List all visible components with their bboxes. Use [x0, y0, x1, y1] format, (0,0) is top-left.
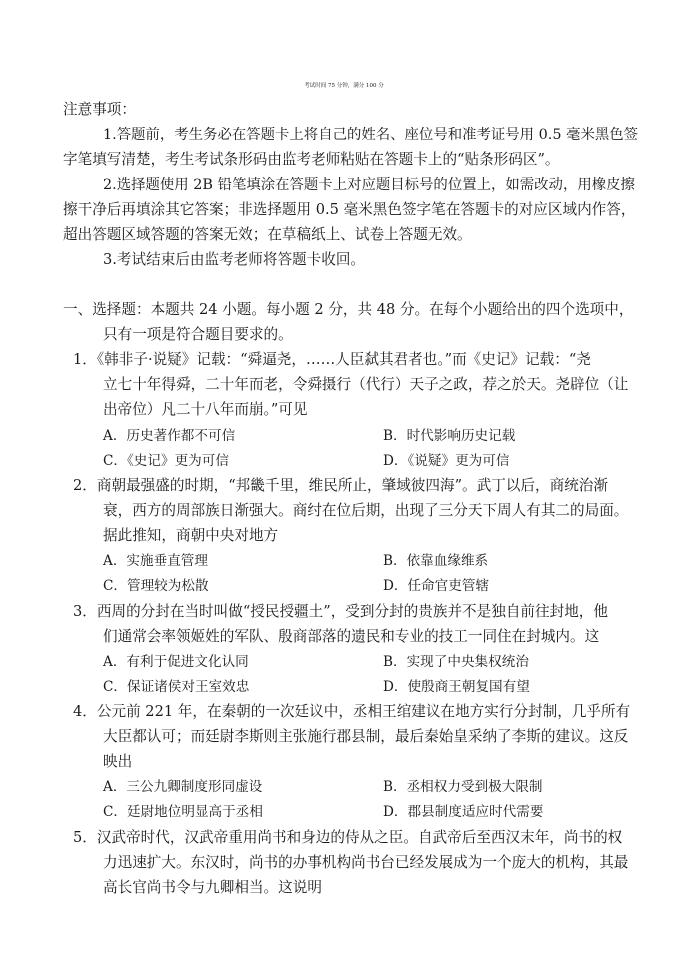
question-4-stem: 大臣都认可；而廷尉李斯则主张施行郡县制，最后秦始皇采纳了李斯的建议。这反 — [103, 728, 629, 745]
question-2-option-c[interactable]: C．管理较为松散 — [103, 578, 209, 594]
question-2-stem: 2．商朝最强盛的时期，“邦畿千里，维民所止，肇域彼四海”。武丁以后，商统治渐 — [73, 477, 608, 494]
notice-item-1-cont: 字笔填写清楚，考生考试条形码由监考老师粘贴在答题卡上的“贴条形码区”。 — [63, 151, 560, 168]
notice-item-2: 2.选择题使用 2B 铅笔填涂在答题卡上对应题目标号的位置上，如需改动，用橡皮擦 — [103, 177, 635, 193]
question-2-option-a[interactable]: A．实施垂直管理 — [103, 553, 208, 569]
question-4-stem: 映出 — [103, 753, 133, 770]
question-5-stem: 高长官尚书令与九卿相当。这说明 — [103, 879, 322, 896]
exam-info: 考试时间 75 分钟，满分 100 分 — [304, 83, 384, 89]
question-3-option-a[interactable]: A．有利于促进文化认同 — [103, 654, 249, 670]
question-1-stem: 1．《韩非子·说疑》记载：“舜逼尧，……人臣弑其君者也。”而《史记》记载：“尧 — [73, 351, 591, 368]
question-3-option-d[interactable]: D．使殷商王朝复国有望 — [383, 679, 530, 695]
question-3-option-c[interactable]: C．保证诸侯对王室效忠 — [103, 679, 250, 695]
question-1-option-d[interactable]: D．《说疑》更为可信 — [383, 453, 510, 469]
question-3-stem: 们通常会率领姬姓的军队、殷商部落的遗民和专业的技工一同住在封城内。这 — [103, 628, 600, 645]
question-2-stem: 据此推知，商朝中央对地方 — [103, 527, 279, 544]
notice-item-3: 3.考试结束后由监考老师将答题卡收回。 — [103, 251, 366, 268]
question-4-option-b[interactable]: B．丞相权力受到极大限制 — [383, 779, 543, 795]
question-4-stem: 4．公元前 221 年，在秦朝的一次廷议中，丞相王绾建议在地方实行分封制，几乎所有 — [73, 703, 631, 720]
notice-item-1: 1.答题前，考生务必在答题卡上将自己的姓名、座位号和准考证号用 0.5 毫米黑色签 — [103, 127, 639, 143]
question-4-option-c[interactable]: C．廷尉地位明显高于丞相 — [103, 804, 263, 820]
question-4-option-a[interactable]: A．三公九卿制度形同虚设 — [103, 779, 263, 795]
section-heading: 一、选择题：本题共 24 小题。每小题 2 分，共 48 分。在每个小题给出的四个选项中， — [63, 301, 634, 318]
notice-title: 注意事项： — [63, 101, 136, 118]
question-3-option-b[interactable]: B．实现了中央集权统治 — [383, 654, 529, 670]
question-5-stem: 5．汉武帝时代，汉武帝重用尚书和身边的侍从之臣。自武帝后至西汉末年，尚书的权 — [73, 829, 623, 846]
question-1-stem: 立七十年得舜，二十年而老，令舜摄行（代行）天子之政，荐之於天。尧辟位（让 — [103, 376, 629, 393]
question-2-option-d[interactable]: D．任命官吏管辖 — [383, 578, 490, 594]
question-2-stem: 衰，西方的周部族日渐强大。商纣在位后期，出现了三分天下周人有其二的局面。 — [103, 502, 629, 519]
question-4-option-d[interactable]: D．郡县制度适应时代需要 — [383, 804, 544, 820]
section-heading-cont: 只有一项是符合题目要求的。 — [103, 326, 293, 343]
question-1-option-a[interactable]: A．历史著作都不可信 — [103, 428, 236, 444]
notice-item-2-cont: 超出答题区域答题的答案无效；在草稿纸上、试卷上答题无效。 — [63, 226, 472, 243]
question-2-option-b[interactable]: B．依靠血缘维系 — [383, 553, 489, 569]
question-1-option-c[interactable]: C．《史记》更为可信 — [103, 453, 229, 469]
question-1-stem: 出帝位）凡二十八年而崩。”可见 — [103, 401, 308, 418]
notice-item-2-cont: 擦干净后再填涂其它答案；非选择题用 0.5 毫米黑色签字笔在答题卡的对应区域内作答， — [63, 201, 636, 218]
question-3-stem: 3．西周的分封在当时叫做“授民授疆土”，受到分封的贵族并不是独自前往封地，他 — [73, 603, 608, 620]
question-1-option-b[interactable]: B．时代影响历史记载 — [383, 428, 516, 444]
question-5-stem: 力迅速扩大。东汉时，尚书的办事机构尚书台已经发展成为一个庞大的机构，其最 — [103, 854, 629, 871]
